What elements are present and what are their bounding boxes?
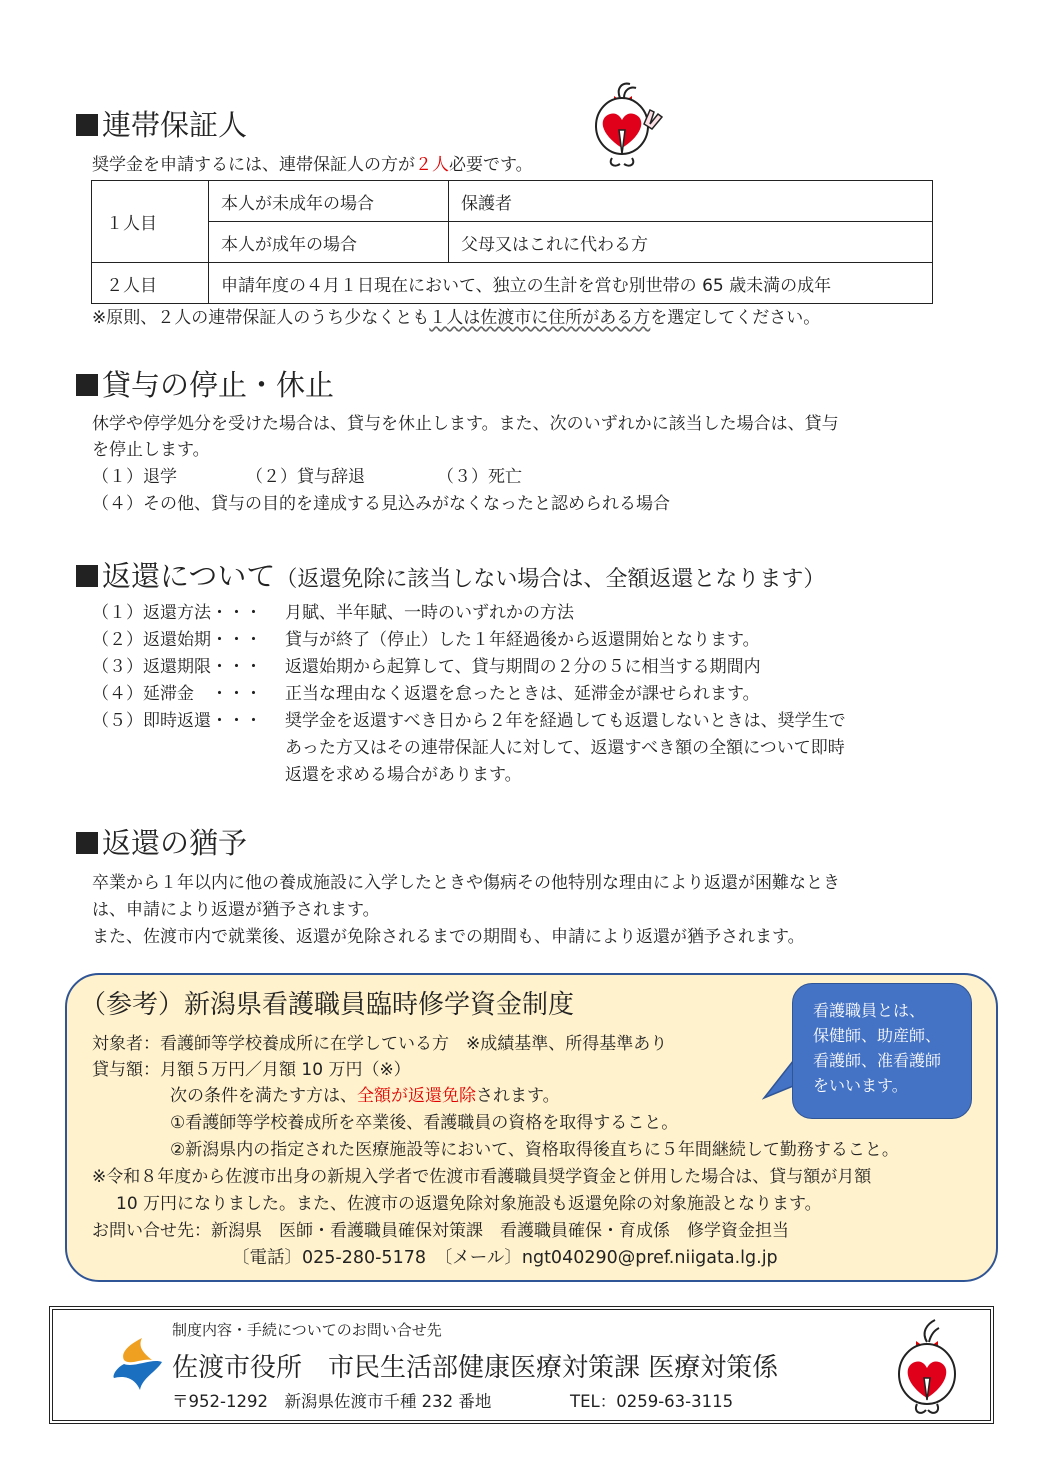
suspension-item-2: （２）貸与辞退 [246,467,365,487]
section-subtitle: （返還免除に該当しない場合は、全額返還となります） [275,567,826,592]
bubble-line: 保健師、助産師、 [813,1026,942,1045]
suspension-line-1: 休学や停学処分を受けた場合は、貸与を休止します。また、次のいずれかに該当した場合は、貸与 [92,414,839,434]
repayment-item [92,708,846,735]
note-text: ※原則、２人の連帯保証人のうち少なくとも [92,308,430,328]
repayment-item-5-cont-1: あった方又はその連帯保証人に対して、返還すべき額の全額について即時 [285,738,845,758]
guarantor-note [92,305,820,332]
reference-condition-2: ②新潟県内の指定された医療施設等において、資格取得後直ちに５年間継続して勤務すること。 [170,1140,899,1160]
section-title-repayment [76,559,826,593]
repayment-item [92,600,574,627]
repayment-item-label: （１）返還方法・・・ [92,603,262,623]
table-cell-value: 保護者 [449,181,933,222]
intro-text-end: 必要です。 [449,155,533,175]
footer-office-name: 佐渡市役所 市民生活部健康医療対策課 医療対策係 [172,1353,779,1383]
repayment-item-text: 正当な理由なく返還を怠ったときは、延滞金が課せられます。 [285,684,760,704]
reference-condition-1: ①看護師等学校養成所を卒業後、看護職員の資格を取得すること。 [170,1113,679,1133]
reference-condition [170,1083,560,1109]
note-text-end: を選定してください。 [650,308,821,328]
table-cell-value: 父母又はこれに代わる方 [449,222,933,263]
note-underlined: １人は佐渡市に住所がある方 [429,308,651,328]
repayment-item-text: 奨学金を返還すべき日から２年を経過しても返還しないときは、奨学生で [285,711,846,731]
repayment-item-text: 月賦、半年賦、一時のいずれかの方法 [285,603,574,623]
deferral-line-1: 卒業から１年以内に他の養成施設に入学したときや傷病その他特別な理由により返還が困難なとき [92,873,840,893]
square-bullet-icon [76,832,98,854]
suspension-item-1: （１）退学 [92,467,177,487]
suspension-item-4: （４）その他、貸与の目的を達成する見込みがなくなったと認められる場合 [92,494,670,514]
repayment-item [92,654,761,681]
intro-highlight: ２人 [415,155,449,175]
section-title-text: 返還の猶予 [102,826,248,860]
repayment-item-text: 返還始期から起算して、貸与期間の２分の５に相当する期間内 [285,657,761,677]
table-row [92,222,933,263]
table-cell-label: ２人目 [92,263,209,304]
reference-target: 対象者：看護師等学校養成所に在学している方 ※成績基準、所得基準あり [92,1034,668,1054]
section-title-suspension [76,368,335,402]
reference-note-1: ※令和８年度から佐渡市出身の新規入学者で佐渡市看護職員奨学資金と併用した場合は、貸与額が月額 [92,1167,872,1187]
section-title-text: 貸与の停止・休止 [102,368,335,402]
deferral-line-3: また、佐渡市内で就業後、返還が免除されるまでの期間も、申請により返還が猶予されます。 [92,927,805,947]
footer-address: 〒952-1292 新潟県佐渡市千種 232 番地 [172,1392,492,1411]
reference-amount: 貸与額：月額５万円／月額 10 万円（※） [92,1060,411,1080]
reference-title: （参考）新潟県看護職員臨時修学資金制度 [80,990,575,1020]
table-cell-condition: 本人が未成年の場合 [209,181,449,222]
square-bullet-icon [76,114,98,136]
repayment-item-text: 貸与が終了（停止）した１年経過後から返還開始となります。 [285,630,760,650]
section-title-text: 連帯保証人 [102,108,248,142]
condition-highlight: 全額が返還免除 [357,1086,476,1106]
repayment-item-label: （４）延滞金 ・・・ [92,684,262,704]
footer-heading: 制度内容・手続についてのお問い合せ先 [172,1321,442,1339]
table-row [92,181,933,222]
suspension-item-3: （３）死亡 [437,467,522,487]
section-title-deferral [76,826,248,860]
suspension-line-2: を停止します。 [92,440,210,460]
guarantor-intro [92,152,533,179]
mascot-heart-icon [893,1318,965,1418]
repayment-item-label: （２）返還始期・・・ [92,630,262,650]
table-cell-label: １人目 [92,181,209,263]
condition-text: 次の条件を満たす方は、 [170,1086,357,1106]
reference-contact-detail: 〔電話〕025-280-5178 〔メール〕ngt040290@pref.niigata.lg.jp [232,1248,778,1268]
sado-city-logo-icon [112,1338,166,1390]
bubble-line: 看護職員とは、 [813,1001,926,1020]
guarantor-table [91,180,933,304]
reference-contact: お問い合せ先：新潟県 医師・看護職員確保対策課 看護職員確保・育成係 修学資金担当 [92,1221,789,1241]
reference-note-2: 10 万円になりました。また、佐渡市の返還免除対象施設も返還免除の対象施設となります。 [116,1194,822,1214]
mascot-peace-icon [586,80,670,176]
repayment-item-5-cont-2: 返還を求める場合があります。 [285,765,522,785]
footer-tel: TEL：0259-63-3115 [570,1392,734,1411]
deferral-line-2: は、申請により返還が猶予されます。 [92,900,380,920]
bubble-line: をいいます。 [813,1076,908,1095]
bubble-line: 看護師、准看護師 [813,1051,942,1070]
condition-text-end: されます。 [476,1086,560,1106]
repayment-item [92,627,760,654]
repayment-item [92,681,760,708]
section-title-guarantor [76,108,248,142]
square-bullet-icon [76,374,98,396]
repayment-item-label: （５）即時返還・・・ [92,711,262,731]
section-title-text: 返還について [102,559,276,593]
intro-text: 奨学金を申請するには、連帯保証人の方が [92,155,415,175]
table-row [92,263,933,304]
speech-bubble-nursing-staff [792,983,972,1119]
table-cell-value: 申請年度の４月１日現在において、独立の生計を営む別世帯の 65 歳未満の成年 [209,263,933,304]
square-bullet-icon [76,565,98,587]
table-cell-condition: 本人が成年の場合 [209,222,449,263]
repayment-item-label: （３）返還期限・・・ [92,657,262,677]
